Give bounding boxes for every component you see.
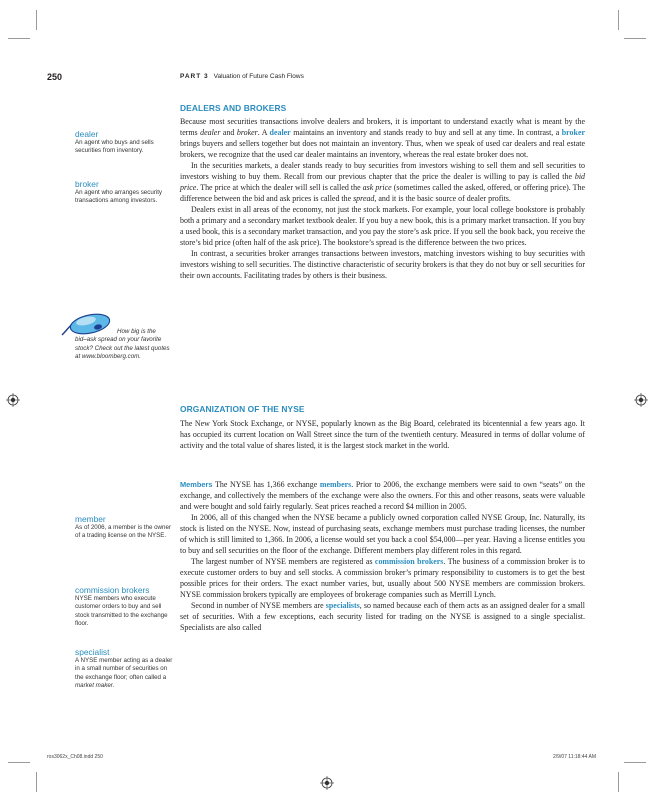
- margin-term-definition: As of 2006, a member is the owner of a trading license on the NYSE.: [75, 524, 171, 540]
- nyse-intro: [180, 418, 585, 451]
- margin-term-member: [75, 514, 173, 541]
- web-tip: [75, 328, 175, 361]
- crop-mark: [618, 10, 619, 30]
- margin-term-title: member: [75, 514, 106, 524]
- nyse-members-body: [180, 479, 585, 633]
- page-number: 250: [47, 72, 63, 82]
- part-label: PART 3: [180, 73, 209, 80]
- keyword-specialists: specialists: [325, 601, 360, 610]
- nyse-heading: ORGANIZATION OF THE NYSE: [180, 404, 305, 414]
- web-tip-line: How big is the: [117, 328, 156, 335]
- paragraph: The New York Stock Exchange, or NYSE, popularly known as the Big Board, celebrated its bicentennial a few years ago. It has occupied its current location on Wall Street since the turn of the twentieth century. Measured in terms of dollar volume of activity and the total value of shares listed, it is the largest stock market in the world.: [180, 419, 585, 450]
- keyword-dealer: dealer: [269, 128, 291, 137]
- crop-mark: [624, 38, 646, 39]
- margin-term-definition: NYSE members who execute customer orders to buy and sell stock transmitted to the exchange floor.: [75, 595, 168, 627]
- crop-mark: [8, 38, 30, 39]
- paragraph: In 2006, all of this changed when the NYSE became a publicly owned corporation called NYSE Group, Inc. Naturally, its stock is listed on the NYSE. Now, instead of purchasing seats, exchange members must purchase trading licenses, the number of which is still limited to 1,366. In 2006, a license would set you back a cool $54,000—per year. Having a license entitles you to buy and sell securities on the floor of the exchange. Different members play different roles in this regard.: [180, 513, 585, 555]
- keyword-members: members: [319, 480, 352, 489]
- crop-mark: [618, 772, 619, 792]
- paragraph: Second in number of NYSE members are specialists, so named because each of them acts as an assigned dealer for a small set of securities. With a few exceptions, each security listed for trading on the NYSE is assigned to a single specialist. Specialists are also called: [180, 601, 585, 632]
- paragraph: Members The NYSE has 1,366 exchange members. Prior to 2006, the exchange members were said to own “seats” on the exchange, and collectively the members of the exchange were also the owners. For this and other reasons, seats were valuable and were bought and sold fairly regularly. Seat prices reached a record $4 million in 2005.: [180, 480, 585, 511]
- paragraph: The largest number of NYSE members are registered as commission brokers. The business of a commission broker is to execute customer orders to buy and sell stocks. A commission broker’s primary responsibility to customers is to get the best possible prices for their orders. The exact number varies, but, usually about 500 NYSE members are commission brokers. NYSE commission brokers typically are employees of brokerage companies such as Merrill Lynch.: [180, 557, 585, 599]
- margin-term-commission-brokers: [75, 585, 173, 628]
- margin-term-title: commission brokers: [75, 585, 150, 595]
- crop-mark: [36, 10, 37, 30]
- margin-term-title: broker: [75, 179, 99, 189]
- margin-term-definition: An agent who arranges security transactions among investors.: [75, 189, 163, 205]
- paragraph: Because most securities transactions involve dealers and brokers, it is important to understand exactly what is meant by the terms dealer and broker. A dealer maintains an inventory and stands ready to buy and sell at any time. In contrast, a broker brings buyers and sellers together but does not maintain an inventory. Thus, when we speak of used car dealers and real estate brokers, we recognize that the used car dealer maintains an inventory, whereas the real estate broker does not.: [180, 117, 585, 159]
- running-head: [180, 73, 304, 80]
- crop-mark: [624, 762, 646, 763]
- margin-term-title: specialist: [75, 647, 110, 657]
- footer-timestamp: 2/9/07 11:18:44 AM: [553, 754, 596, 760]
- paragraph: In contrast, a securities broker arranges transactions between investors, matching investors wishing to buy securities with investors wishing to sell securities. The distinctive characteristic of security brokers is that they do not buy or sell securities for their own accounts. Facilitating trades by others is their business.: [180, 249, 585, 280]
- registration-mark-icon: [320, 776, 334, 790]
- dealers-brokers-heading: DEALERS AND BROKERS: [180, 103, 287, 113]
- paragraph: Dealers exist in all areas of the economy, not just the stock markets. For example, your local college bookstore is probably both a primary and a secondary market textbook dealer. If you buy a new book, this is a primary market transaction. If you buy a used book, this is a secondary market transaction, and you pay the store’s ask price. If you sell the book back, you receive the store’s bid price (often half of the ask price). The bookstore’s spread is the difference between the two prices.: [180, 205, 585, 247]
- crop-mark: [8, 762, 30, 763]
- keyword-commission-brokers: commission brokers: [374, 557, 444, 566]
- paragraph: In the securities markets, a dealer stands ready to buy securities from investors wishing to sell them and sell securities to investors wishing to buy them. Recall from our previous chapter that the price the dealer is willing to pay is called the bid price. The price at which the dealer will sell is called the ask price (sometimes called the asked, offered, or offering price). The difference between the bid and ask prices is called the spread, and it is the basic source of dealer profits.: [180, 161, 586, 203]
- margin-term-broker: [75, 179, 173, 206]
- margin-term-dealer: [75, 129, 173, 156]
- margin-term-title: dealer: [75, 129, 99, 139]
- web-tip-text: bid–ask spread on your favorite stock? Check out the latest quotes at www.bloomberg.com.: [75, 336, 170, 360]
- footer-file-slug: ros3062x_Ch08.indd 250: [47, 754, 103, 760]
- registration-mark-icon: [634, 393, 648, 407]
- margin-term-definition: A NYSE member acting as a dealer in a small number of securities on the exchange floor; often called a market maker.: [75, 657, 173, 689]
- registration-mark-icon: [6, 393, 20, 407]
- keyword-broker: broker: [561, 128, 585, 137]
- part-title: Valuation of Future Cash Flows: [213, 73, 304, 80]
- margin-term-definition: An agent who buys and sells securities from inventory.: [75, 139, 154, 155]
- margin-term-specialist: [75, 647, 173, 690]
- runin-heading-members: Members: [180, 480, 213, 489]
- crop-mark: [36, 772, 37, 792]
- dealers-brokers-body: [180, 116, 585, 281]
